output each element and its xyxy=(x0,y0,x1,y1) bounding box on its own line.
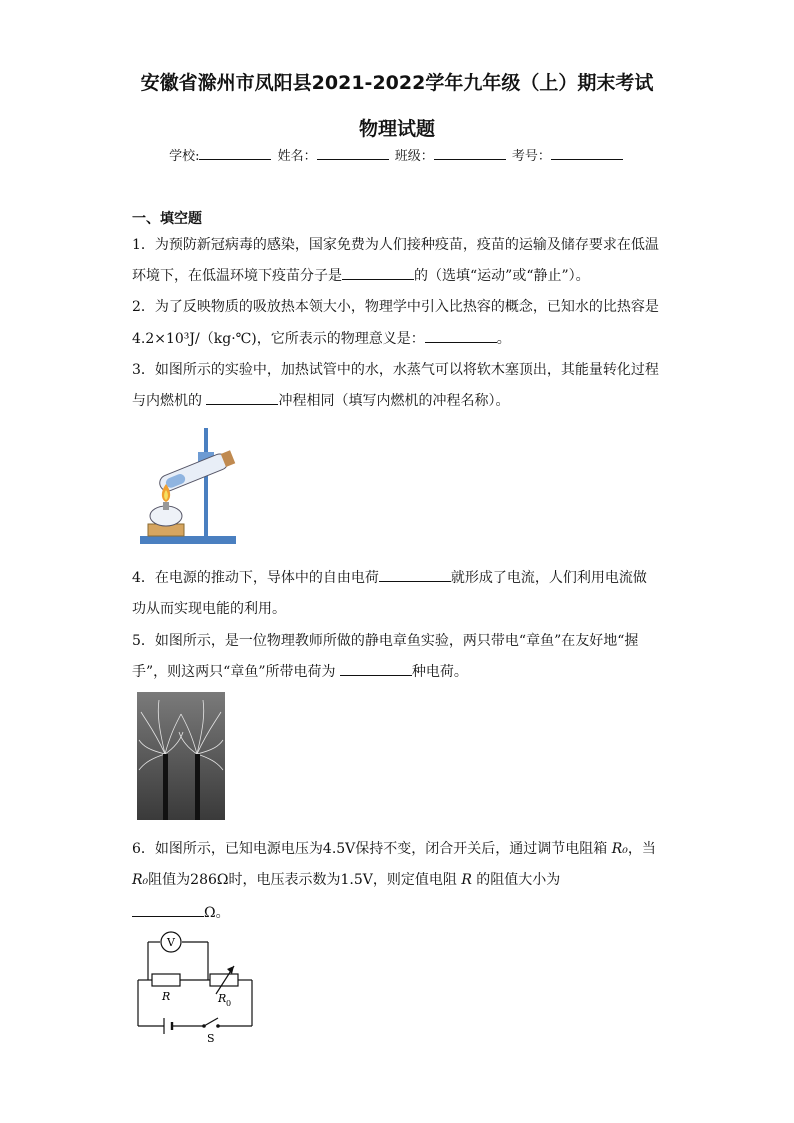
q4-text-a: 4．在电源的推动下，导体中的自由电荷 xyxy=(132,570,379,586)
resistor-label: R xyxy=(162,990,171,1003)
q3-line1: 3．如图所示的实验中，加热试管中的水，水蒸气可以将软木塞顶出，其能量转化过程 xyxy=(132,362,659,378)
q3-text-a: 与内燃机的 xyxy=(132,393,207,409)
q5-text-b: 种电荷。 xyxy=(411,664,468,680)
q1-line1: 1．为预防新冠病毒的感染，国家免费为人们接种疫苗，疫苗的运输及储存要求在低温 xyxy=(132,237,659,253)
q4-answer-blank[interactable] xyxy=(379,569,451,582)
q5-text-a: 手”，则这两只“章鱼”所带电荷为 xyxy=(132,664,340,680)
section-title: 一、填空题 xyxy=(132,211,202,227)
q6-var-r: R xyxy=(461,872,472,888)
school-blank[interactable] xyxy=(199,147,271,160)
q2-text-b: 。 xyxy=(496,331,511,347)
q4-line2: 功从而实现电能的利用。 xyxy=(132,601,286,617)
q2-line1: 2．为了反映物质的吸放热本领大小，物理学中引入比热容的概念，已知水的比热容是 xyxy=(132,299,659,315)
q6-line2 xyxy=(132,869,560,889)
q5-answer-blank[interactable] xyxy=(340,663,412,676)
number-label: 考号： xyxy=(511,149,551,164)
q6-text-b: ，当 xyxy=(627,841,656,857)
q6-var-r0-2: R₀ xyxy=(132,872,149,888)
q6-line3 xyxy=(132,902,230,922)
q6-unit: Ω。 xyxy=(204,905,230,921)
rheostat-subscript: 0 xyxy=(226,999,232,1008)
test-tube-experiment-figure xyxy=(130,422,242,550)
q6-text-c: 阻值为286Ω时，电压表示数为1.5V，则定值电阻 xyxy=(148,872,462,888)
voltmeter-label: V xyxy=(167,936,175,949)
q2-text-a: 4.2×10³J/（kg·℃)，它所表示的物理意义是： xyxy=(132,331,425,347)
q1-answer-blank[interactable] xyxy=(342,267,414,280)
class-blank[interactable] xyxy=(434,147,506,160)
school-label: 学校: xyxy=(169,149,200,164)
rheostat-label: R xyxy=(218,992,227,1005)
exam-title-line2: 物理试题 xyxy=(358,118,435,140)
q5-line1: 5．如图所示，是一位物理教师所做的静电章鱼实验，两只带电“章鱼”在友好地“握 xyxy=(132,633,639,649)
q3-answer-blank[interactable] xyxy=(206,392,278,405)
q4-line1 xyxy=(132,567,647,587)
class-label: 班级： xyxy=(394,149,434,164)
q6-text-a: 6．如图所示，已知电源电压为4.5V保持不变，闭合开关后，通过调节电阻箱 xyxy=(132,841,612,857)
q2-line2 xyxy=(132,328,511,348)
q3-text-b: 冲程相同（填写内燃机的冲程名称）。 xyxy=(278,393,510,409)
q1-line2 xyxy=(132,265,590,285)
circuit-diagram xyxy=(134,928,258,1044)
q6-line1 xyxy=(132,838,656,858)
q6-text-d: 的阻值大小为 xyxy=(471,872,561,888)
q1-text-a: 环境下，在低温环境下疫苗分子是 xyxy=(132,268,342,284)
name-blank[interactable] xyxy=(317,147,389,160)
name-label: 姓名： xyxy=(277,149,317,164)
number-blank[interactable] xyxy=(551,147,623,160)
student-info-row xyxy=(0,145,794,164)
electrostatic-octopus-photo xyxy=(137,692,225,820)
q5-line2 xyxy=(132,661,468,681)
q6-var-r0: R₀ xyxy=(611,841,628,857)
q6-answer-blank[interactable] xyxy=(132,904,204,917)
q4-text-b: 就形成了电流，人们利用电流做 xyxy=(450,570,647,586)
switch-label: S xyxy=(207,1032,215,1044)
q3-line2 xyxy=(132,390,509,410)
q2-answer-blank[interactable] xyxy=(425,330,497,343)
exam-title-line1: 安徽省滁州市凤阳县2021-2022学年九年级（上）期末考试 xyxy=(140,72,654,94)
q1-text-b: 的（选填“运动”或“静止”）。 xyxy=(414,268,590,284)
